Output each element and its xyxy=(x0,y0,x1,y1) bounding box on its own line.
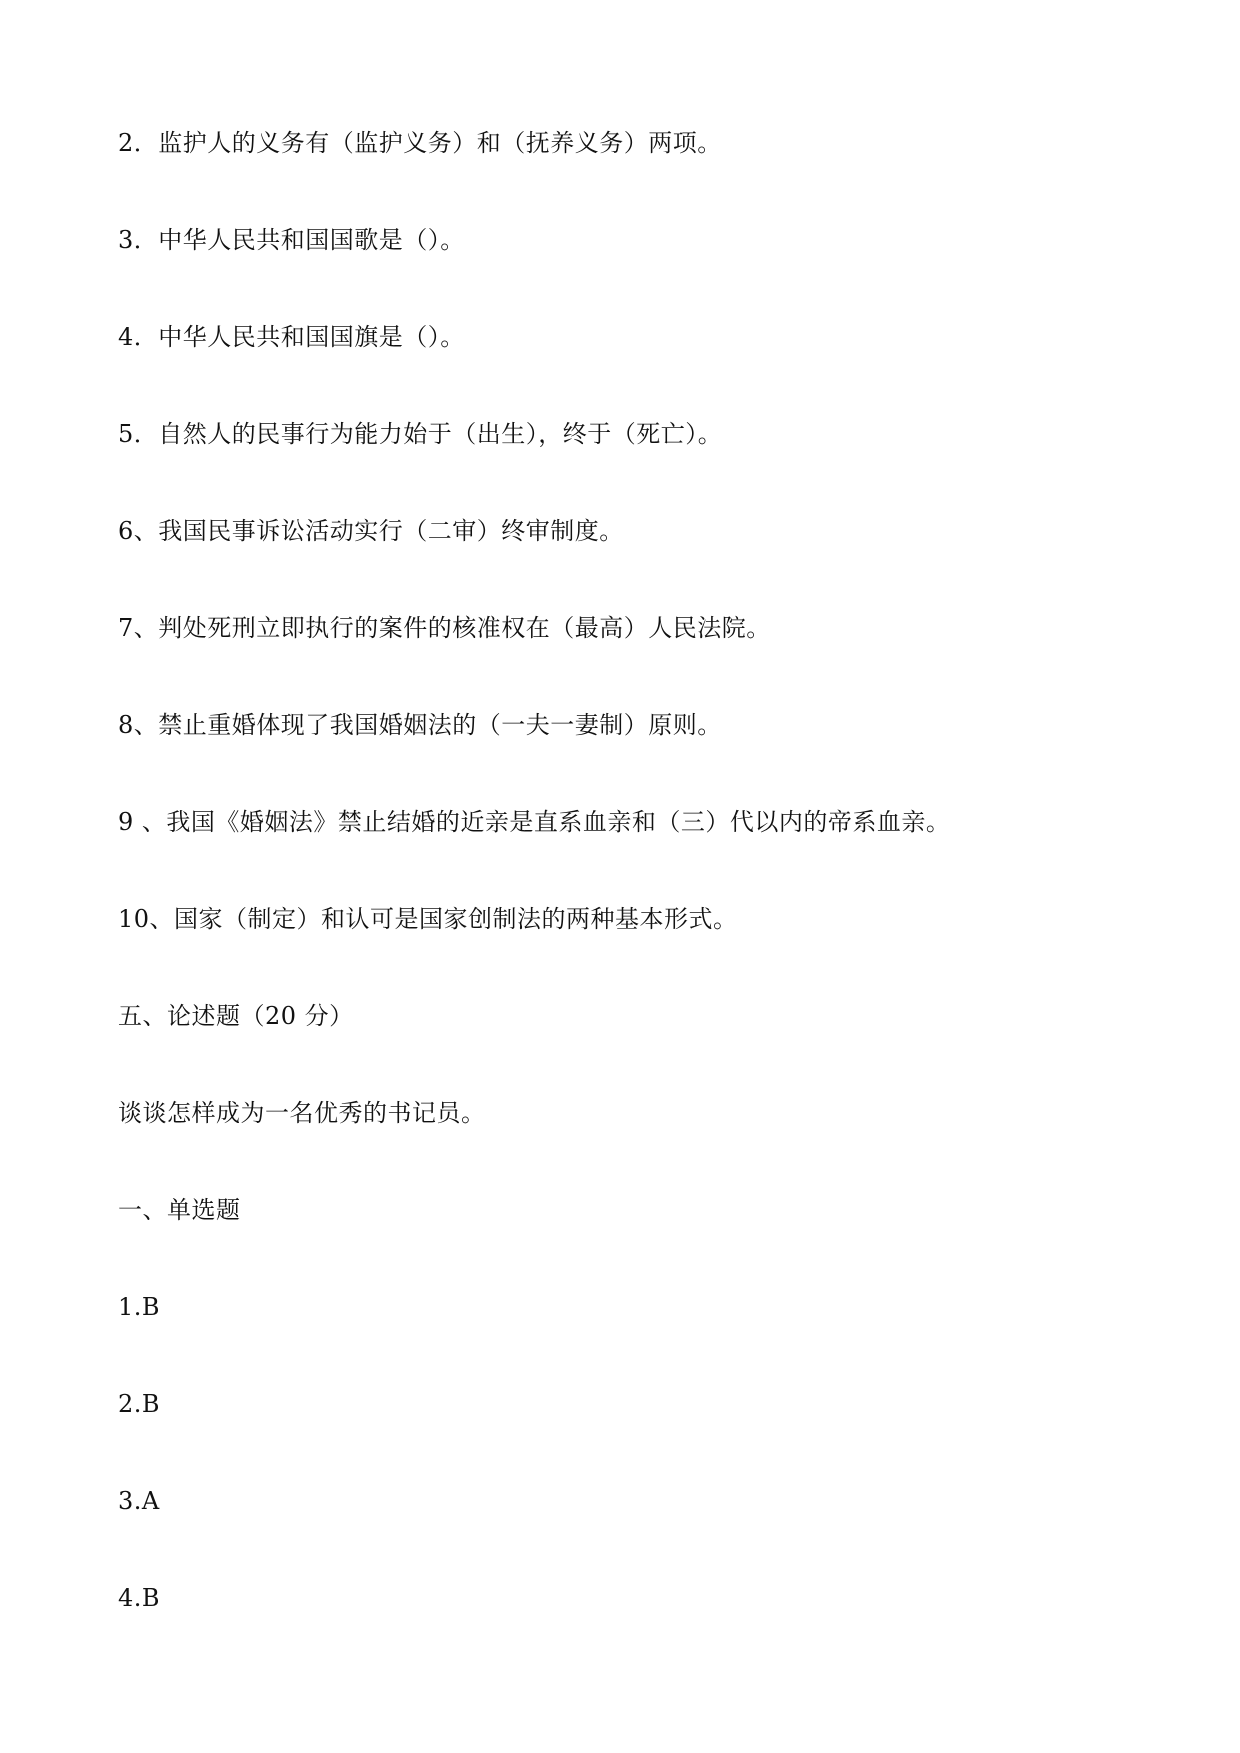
answer-item-3: 3.A xyxy=(118,1487,160,1515)
answer-item-2: 2.B xyxy=(118,1390,161,1418)
fill-blank-item-8: 8、禁止重婚体现了我国婚姻法的（一夫一妻制）原则。 xyxy=(118,711,722,739)
answer-item-1: 1.B xyxy=(118,1293,161,1321)
fill-blank-item-9: 9 、我国《婚姻法》禁止结婚的近亲是直系血亲和（三）代以内的帝系血亲。 xyxy=(118,808,951,836)
fill-blank-item-4: 4．中华人民共和国国旗是（）。 xyxy=(118,323,465,351)
section-heading-single-choice: 一、单选题 xyxy=(118,1196,241,1224)
fill-blank-item-6: 6、我国民事诉讼活动实行（二审）终审制度。 xyxy=(118,517,624,545)
essay-question: 谈谈怎样成为一名优秀的书记员。 xyxy=(118,1099,486,1127)
fill-blank-item-3: 3．中华人民共和国国歌是（）。 xyxy=(118,226,465,254)
fill-blank-item-5: 5．自然人的民事行为能力始于（出生），终于（死亡）。 xyxy=(118,420,723,448)
section-heading-essay: 五、论述题（20 分） xyxy=(118,1002,354,1030)
answer-item-4: 4.B xyxy=(118,1584,161,1612)
fill-blank-item-2: 2．监护人的义务有（监护义务）和（抚养义务）两项。 xyxy=(118,129,722,157)
fill-blank-item-10: 10、国家（制定）和认可是国家创制法的两种基本形式。 xyxy=(118,905,738,933)
fill-blank-item-7: 7、判处死刑立即执行的案件的核准权在（最高）人民法院。 xyxy=(118,614,771,642)
